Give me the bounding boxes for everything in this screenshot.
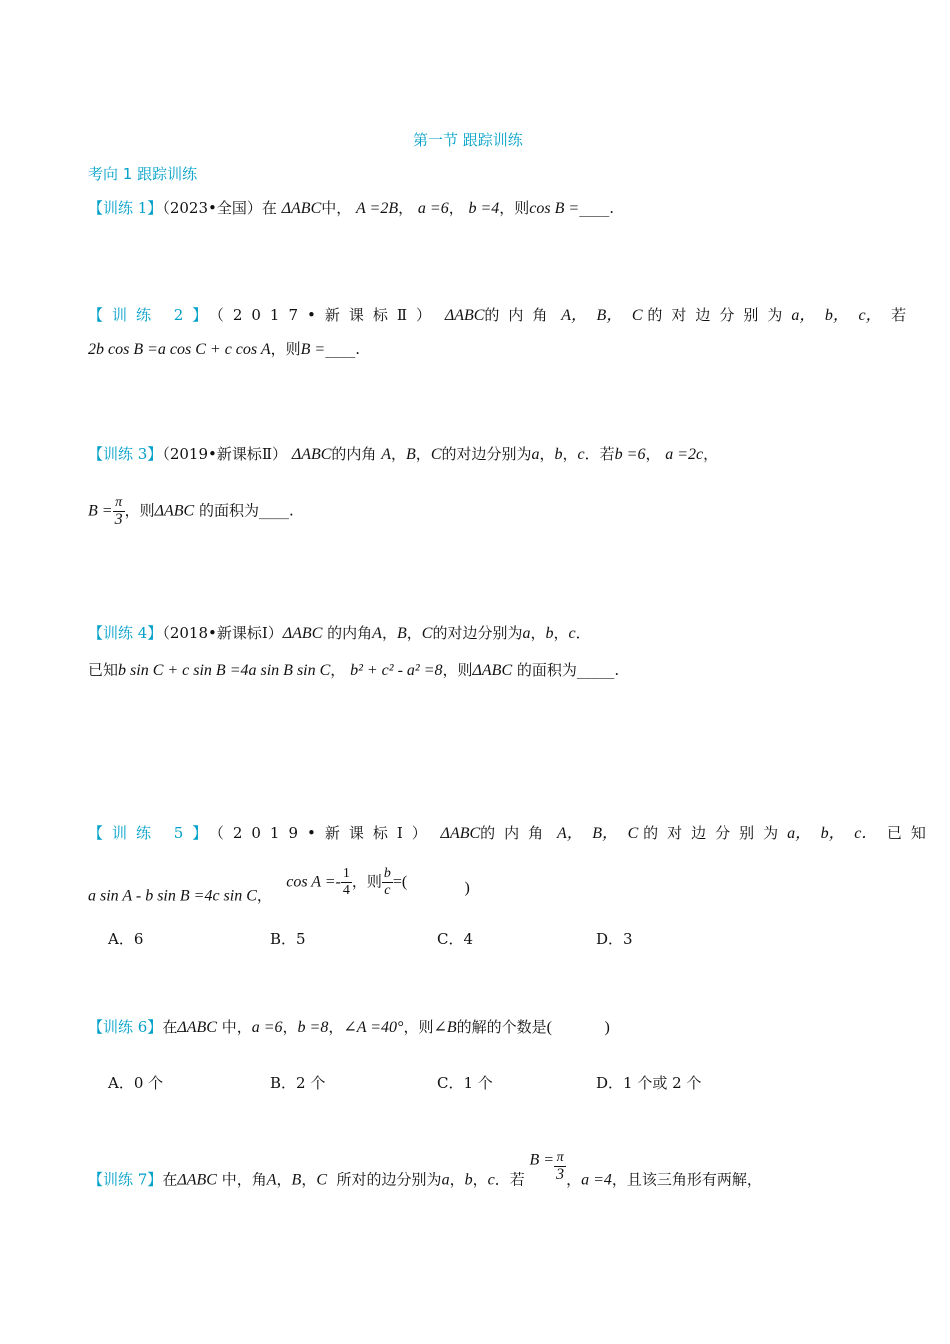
equation: a =6	[417, 200, 449, 217]
side-b: b，	[824, 307, 849, 324]
text: 若	[891, 306, 907, 324]
option-d[interactable]: D．3	[596, 930, 633, 948]
text: 的面积为	[516, 661, 577, 679]
numerator: π	[113, 495, 125, 512]
equation: a =4	[581, 1171, 612, 1189]
problem-7-tag: 【训练 7】	[88, 1170, 163, 1189]
fraction-pi-over-3	[554, 1150, 566, 1183]
denominator: 3	[556, 1166, 565, 1183]
text: ，	[256, 886, 272, 905]
problem-3-line-1: 【训练 3】（2019•新课标Ⅱ） ΔABC的内角 A，B，C的对边分别为a，b，c．若b =6， a =2c，	[88, 445, 719, 463]
option-c[interactable]: C．4	[437, 930, 474, 948]
equation: a =6	[251, 1019, 283, 1036]
side-a: a	[522, 625, 531, 642]
triangle-abc: ΔABC	[154, 502, 195, 520]
denominator: 4	[342, 883, 350, 898]
triangle-abc: ΔABC	[282, 625, 323, 642]
vertex-c: C	[631, 307, 643, 324]
problem-5-line-1	[88, 820, 935, 843]
text: 在	[162, 1018, 178, 1036]
text: 在	[162, 1170, 178, 1189]
denominator: 3	[114, 511, 123, 528]
text: 已知	[88, 661, 119, 679]
equation: B =	[88, 502, 113, 520]
numerator: 1	[342, 866, 350, 881]
side-b: b	[464, 1171, 473, 1189]
text: 的对边分别为	[432, 624, 523, 642]
text: ，则	[124, 501, 155, 520]
fraction-pi-over-3	[113, 495, 125, 528]
text: ．若	[494, 1170, 525, 1189]
problem-7: 【训练 7】在ΔABC 中，角A，B，C 所对的边分别为a，b，c．若 B = $\frac{\pi}{3}$ ，a =4，且该三角形有两解，	[88, 1150, 762, 1189]
text: 所对的边分别为	[336, 1170, 442, 1189]
text: 的对边分别为	[647, 306, 792, 324]
text: 的内角	[327, 624, 373, 642]
equation: a =2c	[665, 446, 704, 463]
option-d[interactable]: D．1 个或 2 个	[596, 1074, 702, 1092]
problem-2-line-1	[88, 302, 906, 325]
subsection-title: 考向 1 跟踪训练	[88, 165, 198, 183]
text: ，	[398, 199, 414, 217]
fraction-b-over-c	[382, 866, 393, 899]
text: 中，	[221, 1018, 252, 1036]
equation: cos A =-	[286, 873, 341, 891]
text: 已知	[886, 824, 935, 842]
side-c: c	[577, 446, 585, 463]
equation: B =	[300, 341, 326, 358]
answer-paren-open: (	[546, 1019, 552, 1036]
problem-4-line-2: 已知b sin C + c sin B =4a sin B sin C， b² + c² - a² =8，则ΔABC 的面积为_____.	[88, 661, 620, 679]
problem-5-line-2	[88, 866, 470, 906]
problem-6-tag: 【训练 6】	[88, 1018, 163, 1036]
equation: b =4	[468, 200, 500, 217]
fraction-one-quarter	[341, 866, 352, 899]
equation: b =6	[614, 446, 646, 463]
text: ，则	[351, 872, 382, 891]
equation: ∠A =40°	[343, 1019, 404, 1036]
option-b[interactable]: B．2 个	[270, 1074, 326, 1092]
problem-5-tag: 【训练 5】	[88, 824, 217, 842]
problem-4-source: （2018•新课标Ⅰ）	[162, 624, 283, 642]
text: 的对边分别为	[643, 824, 788, 842]
text: 的解的个数是	[456, 1018, 547, 1036]
problem-3-line-2	[88, 495, 294, 528]
triangle-abc: ΔABC	[444, 307, 485, 324]
text: ，则	[499, 199, 530, 217]
side-a: a，	[791, 307, 816, 324]
option-c[interactable]: C．1 个	[437, 1074, 493, 1092]
vertex-a: A	[381, 446, 391, 463]
side-a: a	[531, 446, 540, 463]
text: ，则	[403, 1018, 434, 1036]
side-b: b	[554, 446, 563, 463]
problem-2-tag: 【训练 2】	[88, 306, 217, 324]
text: ，则	[442, 661, 473, 679]
equation: A =2B	[356, 200, 399, 217]
option-a[interactable]: A．0 个	[108, 1074, 164, 1092]
text: 的对边分别为	[441, 445, 532, 463]
triangle-abc: ΔABC	[472, 662, 513, 679]
text: 的面积为	[198, 501, 259, 520]
problem-2-line-2	[88, 338, 360, 359]
section-title: 第一节 跟踪训练	[413, 131, 523, 149]
vertex-a: A	[372, 625, 382, 642]
text: ，且该三角形有两解，	[611, 1170, 762, 1189]
problem-1	[88, 197, 614, 218]
numerator: π	[554, 1150, 566, 1167]
text: ，则	[270, 340, 301, 358]
answer-paren-close: )	[464, 879, 470, 897]
equation: a sin A - b sin B =4c sin C	[88, 887, 257, 905]
vertex-b: B	[396, 625, 407, 642]
side-c: c，	[858, 307, 882, 324]
problem-1-source: （2023•全国）在	[162, 199, 277, 217]
side-c: c	[487, 1171, 495, 1189]
side-c: c	[568, 625, 576, 642]
answer-blank: _____.	[576, 661, 620, 679]
vertex-c: C	[430, 446, 442, 463]
equation: =(	[392, 873, 408, 891]
triangle-abc: ΔABC	[177, 1171, 217, 1189]
equation: 2b cos B =a cos C + c cos A	[88, 341, 271, 358]
answer-blank: ____.	[259, 501, 294, 520]
equation: b =8	[297, 1019, 329, 1036]
text: 中，角	[221, 1170, 267, 1189]
angle-b: ∠B	[433, 1019, 457, 1036]
text: ，	[448, 199, 464, 217]
text: ．	[575, 624, 591, 642]
numerator: b	[383, 866, 391, 881]
vertex-c: C	[421, 625, 433, 642]
problem-6: 【训练 6】在ΔABC 中，a =6，b =8，∠A =40°，则∠B的解的个数是( )	[88, 1018, 610, 1036]
vertex-b: B	[406, 446, 416, 463]
triangle-abc: ΔABC	[291, 446, 332, 463]
equation: b sin C + c sin B =4a sin B sin C	[118, 662, 331, 679]
side-a: a	[441, 1171, 450, 1189]
problem-2-source: （2017•新课标Ⅱ）	[216, 306, 441, 324]
denominator: c	[384, 883, 391, 898]
problem-4-line-1: 【训练 4】（2018•新课标Ⅰ）ΔABC 的内角A，B，C的对边分别为a，b，c．	[88, 624, 591, 642]
equation: b² + c² - a² =8	[350, 662, 443, 679]
answer-blank: ____.	[579, 199, 614, 217]
text: ．若	[584, 445, 615, 463]
option-b[interactable]: B．5	[270, 930, 306, 948]
text: ，	[703, 445, 719, 463]
vertex-a: A，	[556, 825, 583, 842]
problem-4-tag: 【训练 4】	[88, 624, 163, 642]
text: 中，	[321, 199, 352, 217]
vertex-c: C	[627, 825, 639, 842]
vertex-b: B，	[592, 825, 619, 842]
vertex-c: C	[316, 1171, 327, 1189]
option-a[interactable]: A．6	[108, 930, 144, 948]
text: 的内角	[484, 306, 557, 324]
problem-5-source: （2019•新课标Ⅰ）	[216, 824, 436, 842]
problem-3-source: （2019•新课标Ⅱ）	[162, 445, 288, 463]
side-b: b	[545, 625, 554, 642]
text: 的内角	[480, 824, 553, 842]
vertex-a: A	[266, 1171, 277, 1189]
side-b: b，	[820, 825, 845, 842]
equation: cos B =	[529, 200, 580, 217]
triangle-abc: ΔABC	[177, 1019, 217, 1036]
answer-blank: ____.	[325, 340, 360, 358]
triangle-abc: ΔABC	[440, 825, 481, 842]
equation: B =	[529, 1151, 555, 1169]
problem-3-tag: 【训练 3】	[88, 445, 163, 463]
problem-1-tag: 【训练 1】	[88, 199, 163, 217]
vertex-a: A，	[561, 307, 587, 324]
side-a: a，	[787, 825, 812, 842]
answer-paren-close: )	[604, 1019, 610, 1036]
vertex-b: B	[291, 1171, 302, 1189]
side-c: c．	[854, 825, 878, 842]
triangle-abc: ΔABC	[281, 200, 322, 217]
vertex-b: B，	[596, 307, 623, 324]
text: 的内角	[331, 445, 377, 463]
